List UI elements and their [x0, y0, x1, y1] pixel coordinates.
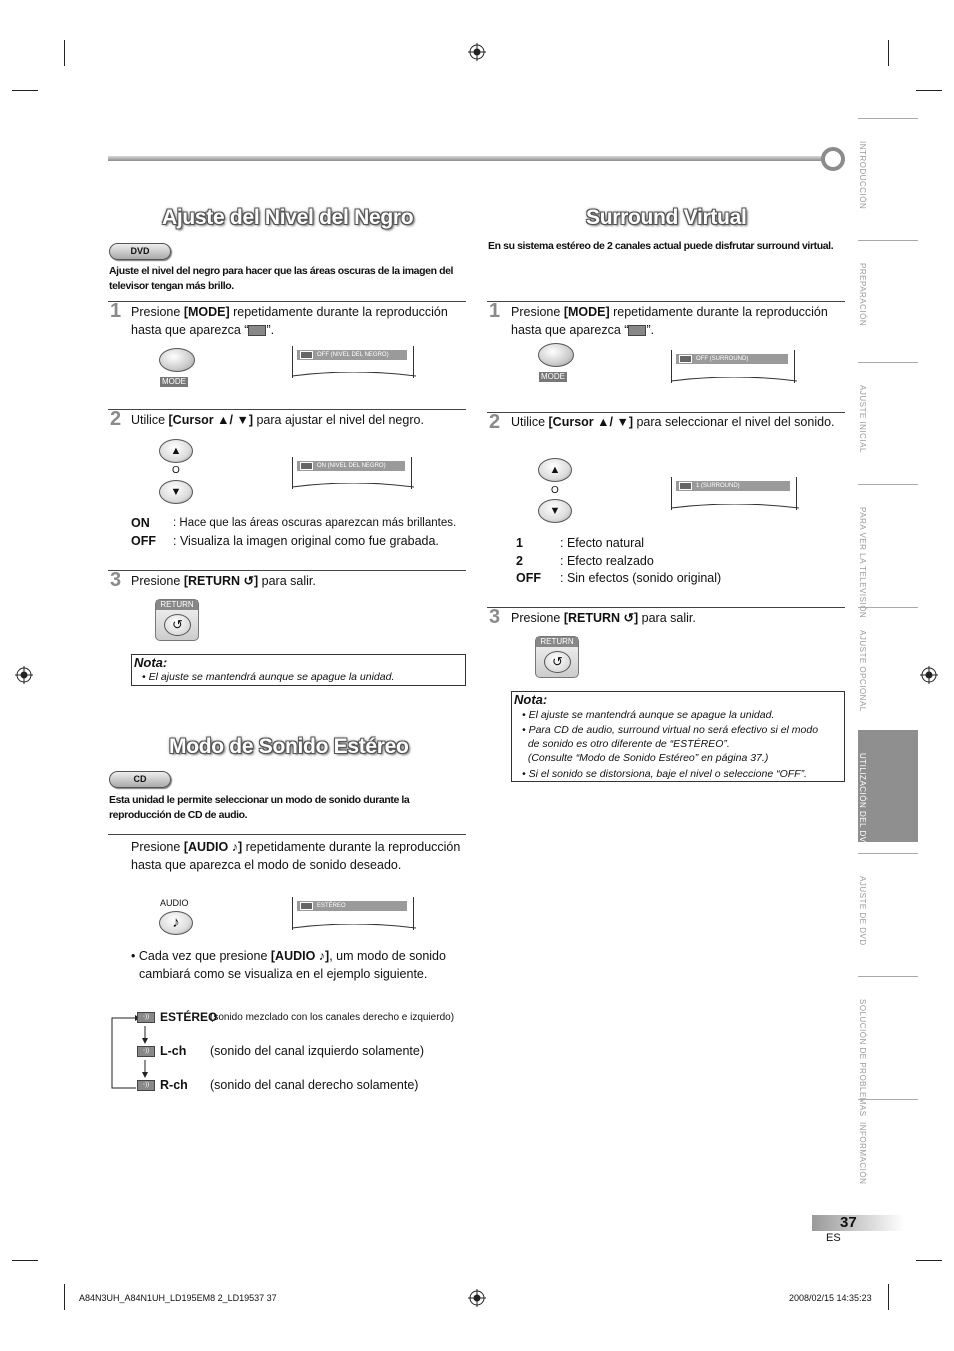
osd-screen-black-level-off: OFF (NIVEL DEL NEGRO)	[292, 346, 414, 378]
osd-screen-black-level-on: ON (NIVEL DEL NEGRO)	[292, 457, 412, 489]
black-level-icon	[248, 325, 266, 336]
cd-badge: CD	[109, 771, 171, 788]
side-tab-preparacion[interactable]: PREPARACIÓN	[858, 240, 918, 352]
or-label: O	[551, 485, 559, 496]
crop-mark	[12, 90, 38, 91]
crop-mark	[64, 40, 65, 66]
screen-curve	[292, 483, 414, 495]
side-tab-solucion-de-problemas[interactable]: SOLUCIÓN DE PROBLEMAS	[858, 976, 918, 1088]
definition-off-text: : Sin efectos (sonido original)	[560, 571, 722, 585]
divider	[487, 607, 845, 608]
black-level-intro: Ajuste el nivel del negro para hacer que las áreas oscuras de la imagen del televisor tengan más brillo.	[109, 265, 454, 292]
header-ring-icon	[821, 147, 845, 171]
stereo-intro: Esta unidad le permite seleccionar un modo de sonido durante la reproducción de CD de audio.	[109, 794, 410, 821]
mode-lch: L-ch	[160, 1044, 187, 1058]
surround-icon	[679, 482, 692, 490]
crop-mark	[916, 1260, 942, 1261]
note-box	[511, 691, 845, 782]
screen-curve	[292, 924, 416, 936]
note-line: • Para CD de audio, surround virtual no será efectivo si el modo	[522, 724, 819, 736]
note-title: Nota:	[134, 655, 168, 670]
note-line: • El ajuste se mantendrá aunque se apague la unidad.	[142, 671, 395, 683]
divider	[487, 412, 845, 413]
stereo-bullet-text: • Cada vez que presione [AUDIO ♪], um modo de sonido cambiará como se visualiza en el ejemplo siguiente.	[131, 949, 446, 981]
footer-file-info: A84N3UH_A84N1UH_LD195EM8 2_LD19537 37	[79, 1293, 277, 1303]
section-title-stereo-mode: Modo de Sonido Estéreo	[169, 735, 409, 758]
audio-icon	[300, 902, 313, 910]
screen-curve	[292, 372, 416, 384]
divider	[108, 301, 466, 302]
cursor-down-button[interactable]: ▼	[159, 480, 193, 504]
mode-lch-desc: (sonido del canal izquierdo solamente)	[210, 1044, 425, 1058]
note-line: de sonido es otro diferente de “ESTÉREO”.	[522, 738, 730, 750]
crop-mark	[12, 1260, 38, 1261]
note-line: • Si el sonido se distorsiona, baje el nivel o seleccione “OFF”.	[522, 768, 807, 780]
audio-icon: ◦))	[137, 1080, 155, 1091]
or-label: O	[172, 465, 180, 476]
cursor-up-button[interactable]: ▲	[159, 439, 193, 463]
mode-button[interactable]	[538, 343, 574, 367]
mode-button-label: MODE	[541, 372, 565, 381]
black-level-icon	[300, 351, 313, 359]
note-title: Nota:	[514, 692, 548, 707]
side-tab-ajuste-de-dvd[interactable]: AJUSTE DE DVD	[858, 853, 918, 965]
surround-step-1-text: Presione [MODE] repetidamente durante la reproducción hasta que aparezca “ ”.	[511, 305, 828, 337]
mode-rch: R-ch	[160, 1078, 188, 1092]
step-3-text: Presione [RETURN ↺] para salir.	[131, 574, 316, 588]
note-line: (Consulte “Modo de Sonido Estéreo” en página 37.)	[522, 752, 769, 764]
return-arrow-icon: ↺	[164, 614, 191, 636]
step-number: 3	[110, 569, 122, 591]
definition-2: 2	[516, 554, 523, 568]
definition-off: OFF	[516, 571, 541, 585]
section-title-virtual-surround: Surround Virtual	[586, 206, 747, 229]
return-arrow-icon: ↺	[544, 651, 571, 673]
osd-screen-surround-off: OFF (SURROUND)	[671, 350, 795, 383]
divider	[487, 301, 845, 302]
crop-mark	[916, 90, 942, 91]
side-tab-utilizacion-del-dvd[interactable]: UTILIZACIÓN DEL DVD	[858, 730, 918, 842]
surround-step-3-text: Presione [RETURN ↺] para salir.	[511, 611, 696, 625]
page-number: 37	[812, 1215, 904, 1231]
definition-off-text: : Visualiza la imagen original como fue grabada.	[173, 534, 439, 548]
definition-1: 1	[516, 536, 523, 550]
side-tab-introduccion[interactable]: INTRODUCCIÓN	[858, 118, 918, 230]
header-bar	[108, 156, 823, 161]
dvd-badge: DVD	[109, 243, 171, 260]
step-number: 2	[110, 408, 122, 430]
crop-mark	[888, 40, 889, 66]
mode-estereo-desc: (sonido mezclado con los canales derecho e izquierdo)	[210, 1012, 455, 1023]
audio-button-label: AUDIO	[160, 898, 189, 908]
language-label: ES	[826, 1232, 841, 1244]
definition-on-text: : Hace que las áreas oscuras aparezcan más brillantes.	[173, 517, 457, 529]
divider	[108, 409, 466, 410]
screen-curve	[671, 504, 799, 516]
mode-estereo: ESTÉREO	[160, 1010, 218, 1024]
step-1-text: Presione [MODE] repetidamente durante la reproducción hasta que aparezca “ ”.	[131, 305, 448, 337]
definition-on: ON	[131, 516, 150, 530]
step-2-text: Utilice [Cursor ▲/ ▼] para ajustar el nivel del negro.	[131, 413, 424, 427]
osd-screen-surround-1: 1 (SURROUND)	[671, 477, 797, 510]
audio-icon: ◦))	[137, 1012, 155, 1023]
footer-timestamp: 2008/02/15 14:35:23	[789, 1293, 872, 1303]
return-button[interactable]	[535, 636, 579, 678]
audio-button[interactable]: ♪	[159, 911, 193, 935]
side-tab-ajuste-inicial[interactable]: AJUSTE INICIAL	[858, 362, 918, 474]
return-button-label: RETURN	[156, 600, 198, 610]
cursor-down-button[interactable]: ▼	[538, 499, 572, 523]
return-button[interactable]	[155, 599, 199, 641]
definition-off: OFF	[131, 534, 156, 548]
step-number: 1	[110, 300, 122, 322]
step-number: 1	[489, 300, 501, 322]
surround-intro: En su sistema estéreo de 2 canales actual puede disfrutar surround virtual.	[488, 240, 834, 252]
return-button-label: RETURN	[536, 637, 578, 647]
definition-2-text: : Efecto realzado	[560, 554, 654, 568]
registration-mark-icon	[468, 1289, 486, 1307]
divider	[108, 834, 466, 835]
side-tab-para-ver-la-television[interactable]: PARA VER LA TELEVISIÓN	[858, 484, 918, 596]
step-number: 2	[489, 411, 501, 433]
side-tab-informacion[interactable]: INFORMACIÓN	[858, 1099, 918, 1211]
mode-button[interactable]	[159, 348, 195, 372]
section-title-black-level: Ajuste del Nivel del Negro	[162, 206, 414, 229]
registration-mark-icon	[468, 43, 486, 61]
black-level-icon	[300, 462, 313, 470]
surround-icon	[679, 355, 692, 363]
audio-icon: ◦))	[137, 1046, 155, 1057]
screen-curve	[671, 377, 797, 389]
cursor-up-button[interactable]: ▲	[538, 458, 572, 482]
crop-mark	[64, 1284, 65, 1310]
stereo-step-text: Presione [AUDIO ♪] repetidamente durante la reproducción hasta que aparezca el modo de sonido deseado.	[131, 840, 461, 872]
surround-step-2-text: Utilice [Cursor ▲/ ▼] para seleccionar el nivel del sonido.	[511, 415, 835, 429]
registration-mark-icon	[920, 666, 938, 684]
mode-rch-desc: (sonido del canal derecho solamente)	[210, 1078, 419, 1092]
definition-1-text: : Efecto natural	[560, 536, 645, 550]
crop-mark	[888, 1284, 889, 1310]
note-line: • El ajuste se mantendrá aunque se apague la unidad.	[522, 709, 775, 721]
osd-screen-stereo: ESTÉREO	[292, 897, 414, 930]
side-tab-ajuste-opcional[interactable]: AJUSTE OPCIONAL	[858, 607, 918, 719]
note-box	[131, 654, 466, 686]
mode-button-label: MODE	[162, 377, 186, 386]
surround-icon	[628, 325, 646, 336]
divider	[108, 570, 466, 571]
registration-mark-icon	[15, 666, 33, 684]
step-number: 3	[489, 606, 501, 628]
